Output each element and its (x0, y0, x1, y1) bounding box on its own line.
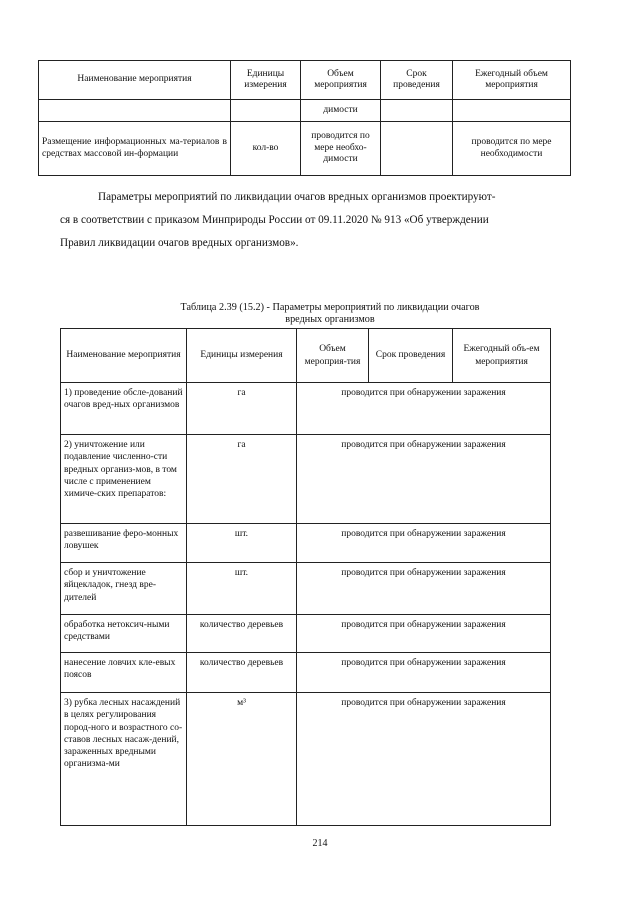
cell-name: 2) уничтожение или подавление численно-сти вредных организ-мов, в том числе с применением химиче-ских препаратов: (61, 435, 187, 524)
cell-info: проводится при обнаружении заражения (297, 383, 551, 435)
cell-info: проводится при обнаружении заражения (297, 693, 551, 826)
cell-info: проводится при обнаружении заражения (297, 563, 551, 615)
cell-empty (381, 122, 453, 176)
cell-name: 3) рубка лесных насаждений в целях регулирования пород-ного и возрастного со-ставов лесных насаж-дений, зараженных вредными организма-ми (61, 693, 187, 826)
col-header-term: Срок проведения (369, 329, 453, 383)
col-header-annual: Ежегодный объем мероприятия (453, 61, 571, 100)
col-header-name: Наименование мероприятия (61, 329, 187, 383)
paragraph-line: Параметры мероприятий по ликвидации очагов вредных организмов проектируют- (98, 191, 496, 203)
col-header-volume: Объем мероприя-тия (297, 329, 369, 383)
pest-measures-table (60, 328, 551, 826)
table-row (61, 693, 551, 826)
cell-info: проводится при обнаружении заражения (297, 524, 551, 563)
cell-empty (453, 100, 571, 122)
col-header-unit: Единицы измерения (231, 61, 301, 100)
cell-volume: димости (301, 100, 381, 122)
table-caption (130, 302, 530, 326)
cell-name: нанесение ловчих кле-евых поясов (61, 653, 187, 693)
table-row (61, 383, 551, 435)
paragraph-line: ся в соответствии с приказом Минприроды России от 09.11.2020 № 913 «Об утверждении (60, 214, 489, 226)
col-header-term: Срок проведения (381, 61, 453, 100)
col-header-volume: Объем мероприятия (301, 61, 381, 100)
cell-unit: га (187, 383, 297, 435)
cell-volume: проводится по мере необхо-димости (301, 122, 381, 176)
paragraph-line: Правил ликвидации очагов вредных организмов». (60, 237, 299, 249)
body-paragraph-line-3 (60, 232, 570, 255)
cell-annual: проводится по мере необходимости (453, 122, 571, 176)
cell-name: сбор и уничтожение яйцекладок, гнезд вре-дителей (61, 563, 187, 615)
cell-info: проводится при обнаружении заражения (297, 435, 551, 524)
table-header-row (39, 61, 571, 100)
cell-empty (39, 100, 231, 122)
col-header-name: Наименование мероприятия (39, 61, 231, 100)
col-header-unit: Единицы измерения (187, 329, 297, 383)
col-header-annual: Ежегодный объ-ем мероприятия (453, 329, 551, 383)
cell-unit: кол-во (231, 122, 301, 176)
caption-line-2: вредных организмов (285, 314, 375, 325)
table-row (61, 653, 551, 693)
body-paragraph-line-2 (60, 209, 570, 232)
table-row (61, 563, 551, 615)
table-header-row (61, 329, 551, 383)
cell-name: развешивание феро-монных ловушек (61, 524, 187, 563)
table-row (39, 100, 571, 122)
cell-unit: га (187, 435, 297, 524)
cell-info: проводится при обнаружении заражения (297, 615, 551, 653)
cell-unit: количество деревьев (187, 653, 297, 693)
table-row (61, 524, 551, 563)
cell-unit: м³ (187, 693, 297, 826)
page-number: 214 (312, 838, 328, 849)
cell-unit: количество деревьев (187, 615, 297, 653)
cell-empty (231, 100, 301, 122)
table-row (61, 615, 551, 653)
cell-unit: шт. (187, 563, 297, 615)
cell-unit: шт. (187, 524, 297, 563)
table-row (39, 122, 571, 176)
cell-info: проводится при обнаружении заражения (297, 653, 551, 693)
cell-name: обработка нетоксич-ными средствами (61, 615, 187, 653)
measures-table-continued (38, 60, 571, 176)
cell-name: Размещение информационных ма-териалов в средствах массовой ин-формации (39, 122, 231, 176)
cell-empty (381, 100, 453, 122)
cell-name: 1) проведение обсле-дований очагов вред-ных организмов (61, 383, 187, 435)
body-paragraph (60, 186, 570, 209)
caption-line-1: Таблица 2.39 (15.2) - Параметры мероприятий по ликвидации очагов (180, 302, 480, 313)
table-row (61, 435, 551, 524)
